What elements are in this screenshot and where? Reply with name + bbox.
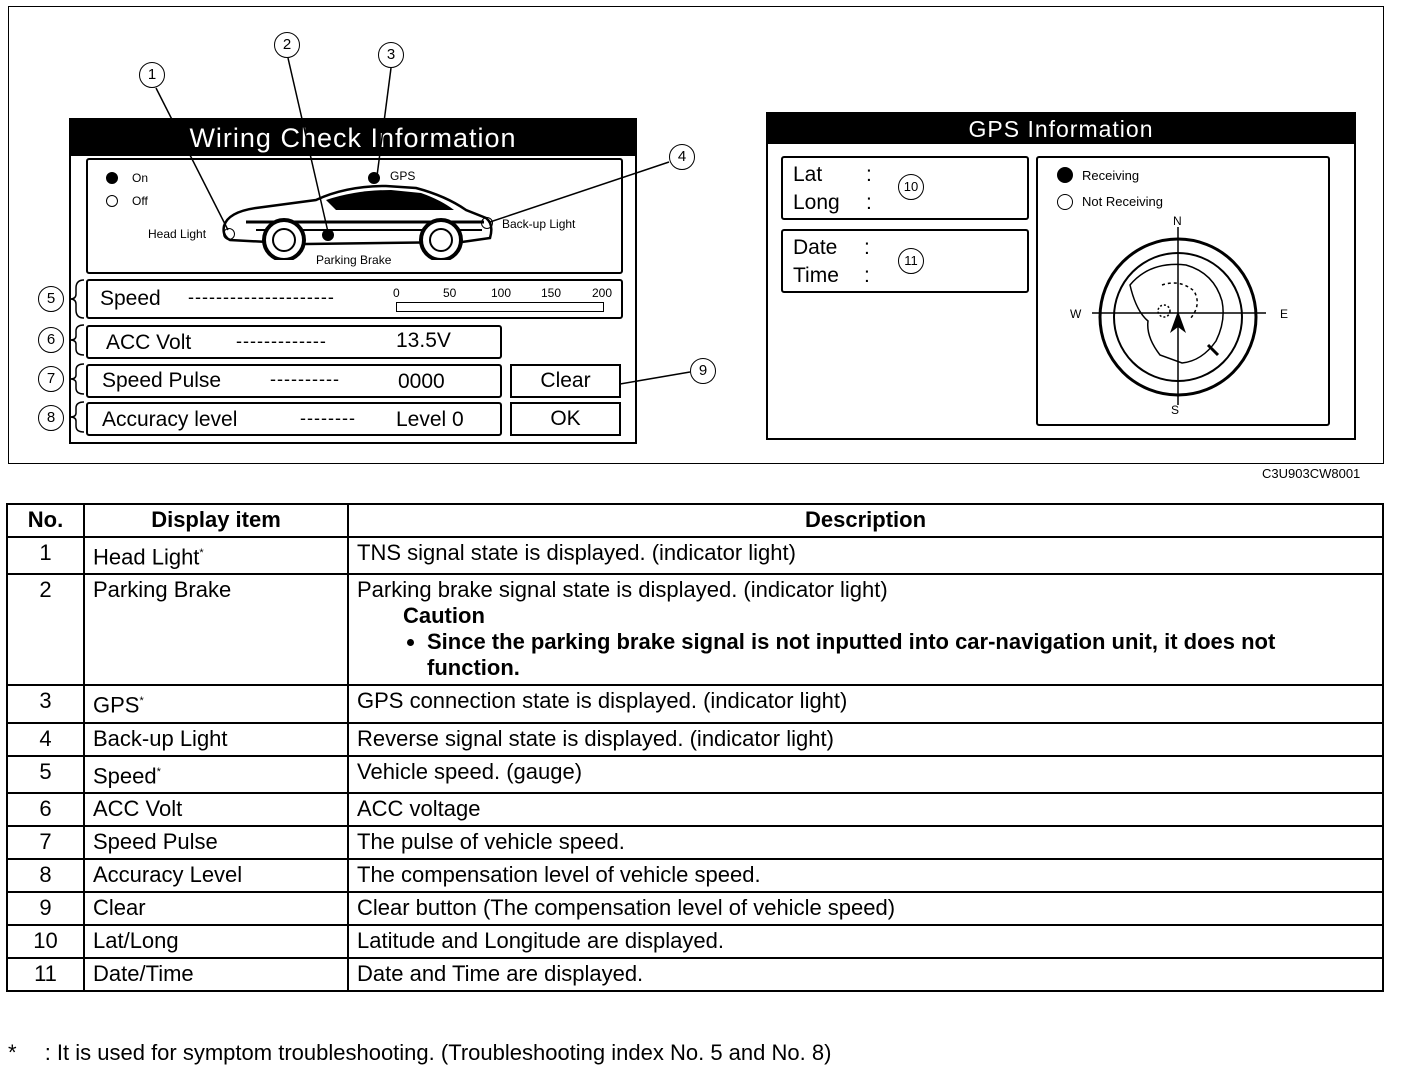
table-header-row <box>7 504 1383 537</box>
table-row <box>7 892 1383 925</box>
row-no: 10 <box>7 925 84 958</box>
row-no: 11 <box>7 958 84 991</box>
compass-east: E <box>1280 307 1289 321</box>
row-desc: Reverse signal state is displayed. (indicator light) <box>348 723 1383 756</box>
row-no: 5 <box>7 756 84 793</box>
row-desc: GPS connection state is displayed. (indicator light) <box>348 685 1383 722</box>
row-no: 1 <box>7 537 84 574</box>
row-item: Back-up Light <box>84 723 348 756</box>
row-item <box>84 756 348 793</box>
row-desc: Parking brake signal state is displayed. (indicator light) <box>357 577 888 603</box>
footnote-text: : It is used for symptom troubleshooting. (Troubleshooting index No. 5 and No. 8) <box>44 1040 832 1065</box>
table-row <box>7 793 1383 826</box>
display-items-table <box>6 503 1384 992</box>
row-item: Accuracy Level <box>84 859 348 892</box>
row-no: 4 <box>7 723 84 756</box>
accuracy-label: Accuracy level <box>102 408 238 431</box>
figure-code: C3U903CW8001 <box>1262 466 1361 481</box>
table-row <box>7 685 1383 722</box>
caution-title: Caution <box>403 603 485 629</box>
speed-label: Speed <box>100 287 161 310</box>
row-desc-with-caution <box>348 574 1383 685</box>
table-row <box>7 756 1383 793</box>
callout-9: 9 <box>690 358 716 384</box>
speed-dashes: --------------------- <box>188 287 335 307</box>
compass-west: W <box>1070 307 1082 321</box>
callout-8: 8 <box>38 405 64 431</box>
row-desc: Date and Time are displayed. <box>348 958 1383 991</box>
row-no: 7 <box>7 826 84 859</box>
gps-indicator-label: GPS <box>390 169 416 183</box>
callout-4: 4 <box>669 144 695 170</box>
header-description: Description <box>348 504 1383 537</box>
callout-1: 1 <box>139 62 165 88</box>
clear-button[interactable]: Clear <box>510 364 621 398</box>
table-row <box>7 925 1383 958</box>
compass-north: N <box>1173 214 1182 228</box>
ok-button[interactable]: OK <box>510 402 621 436</box>
speed-tick: 150 <box>541 286 562 300</box>
speed-tick: 100 <box>491 286 512 300</box>
accuracy-value: Level 0 <box>396 408 464 431</box>
time-label: Time <box>793 264 839 287</box>
not-receiving-label: Not Receiving <box>1082 194 1163 209</box>
caution-list <box>357 629 1374 681</box>
callout-2: 2 <box>274 32 300 58</box>
time-colon: : <box>864 264 870 287</box>
speed-tick: 200 <box>592 286 613 300</box>
speed-tick: 50 <box>443 286 457 300</box>
table-row <box>7 859 1383 892</box>
row-desc: ACC voltage <box>348 793 1383 826</box>
table-row <box>7 826 1383 859</box>
date-label: Date <box>793 236 838 259</box>
callout-lines <box>0 0 1408 470</box>
caution-text: • Since the parking brake signal is not inputted into car-navigation unit, it does not function. <box>427 629 1374 681</box>
row-desc: The pulse of vehicle speed. <box>348 826 1383 859</box>
table-row <box>7 574 1383 685</box>
row-item <box>84 685 348 722</box>
row-item-mark: * <box>156 765 161 778</box>
row-item: Date/Time <box>84 958 348 991</box>
speed-tick: 0 <box>393 286 400 300</box>
row-item: Lat/Long <box>84 925 348 958</box>
long-colon: : <box>866 191 872 214</box>
row-item: Speed Pulse <box>84 826 348 859</box>
header-display-item: Display item <box>84 504 348 537</box>
row-item-text: Head Light <box>93 544 200 570</box>
row-item-text: Speed <box>93 762 157 788</box>
footnote-mark: * <box>8 1040 17 1065</box>
header-no: No. <box>7 504 84 537</box>
accuracy-dashes: -------- <box>300 408 356 428</box>
callout-10: 10 <box>898 174 924 200</box>
callout-6: 6 <box>38 327 64 353</box>
callout-7: 7 <box>38 366 64 392</box>
row-desc: Clear button (The compensation level of vehicle speed) <box>348 892 1383 925</box>
row-desc: TNS signal state is displayed. (indicator light) <box>348 537 1383 574</box>
off-label: Off <box>132 194 148 208</box>
backup-light-label: Back-up Light <box>502 217 576 231</box>
table-row <box>7 958 1383 991</box>
long-label: Long <box>793 191 840 214</box>
row-desc: The compensation level of vehicle speed. <box>348 859 1383 892</box>
speed-pulse-label: Speed Pulse <box>102 369 222 392</box>
compass-south: S <box>1171 403 1180 417</box>
row-no: 8 <box>7 859 84 892</box>
acc-volt-value: 13.5V <box>396 329 451 352</box>
row-no: 2 <box>7 574 84 685</box>
wiring-check-title: Wiring Check Information <box>71 120 635 156</box>
callout-3: 3 <box>378 42 404 68</box>
callout-11: 11 <box>898 248 924 274</box>
acc-volt-dashes: ------------- <box>236 331 327 351</box>
row-item-mark: * <box>139 695 144 708</box>
row-item <box>84 537 348 574</box>
date-colon: : <box>864 236 870 259</box>
row-no: 6 <box>7 793 84 826</box>
speed-pulse-value: 0000 <box>398 370 445 393</box>
lat-colon: : <box>866 163 872 186</box>
row-item <box>84 574 348 685</box>
callout-5: 5 <box>38 286 64 312</box>
table-row <box>7 537 1383 574</box>
parking-brake-label: Parking Brake <box>316 253 392 267</box>
footnote <box>8 1040 831 1066</box>
row-no: 3 <box>7 685 84 722</box>
gps-info-title: GPS Information <box>768 114 1354 144</box>
row-item-mark: * <box>199 547 204 559</box>
acc-volt-label: ACC Volt <box>106 331 192 354</box>
lat-label: Lat <box>793 163 823 186</box>
row-item: ACC Volt <box>84 793 348 826</box>
row-item: Clear <box>84 892 348 925</box>
row-item-text: Parking Brake <box>93 577 232 603</box>
row-desc: Latitude and Longitude are displayed. <box>348 925 1383 958</box>
table-row <box>7 723 1383 756</box>
row-no: 9 <box>7 892 84 925</box>
head-light-label: Head Light <box>148 227 207 241</box>
row-desc: Vehicle speed. (gauge) <box>348 756 1383 793</box>
speed-pulse-dashes: ---------- <box>270 369 340 389</box>
row-item-text: GPS <box>93 692 140 718</box>
on-label: On <box>132 171 149 185</box>
receiving-label: Receiving <box>1082 168 1140 183</box>
